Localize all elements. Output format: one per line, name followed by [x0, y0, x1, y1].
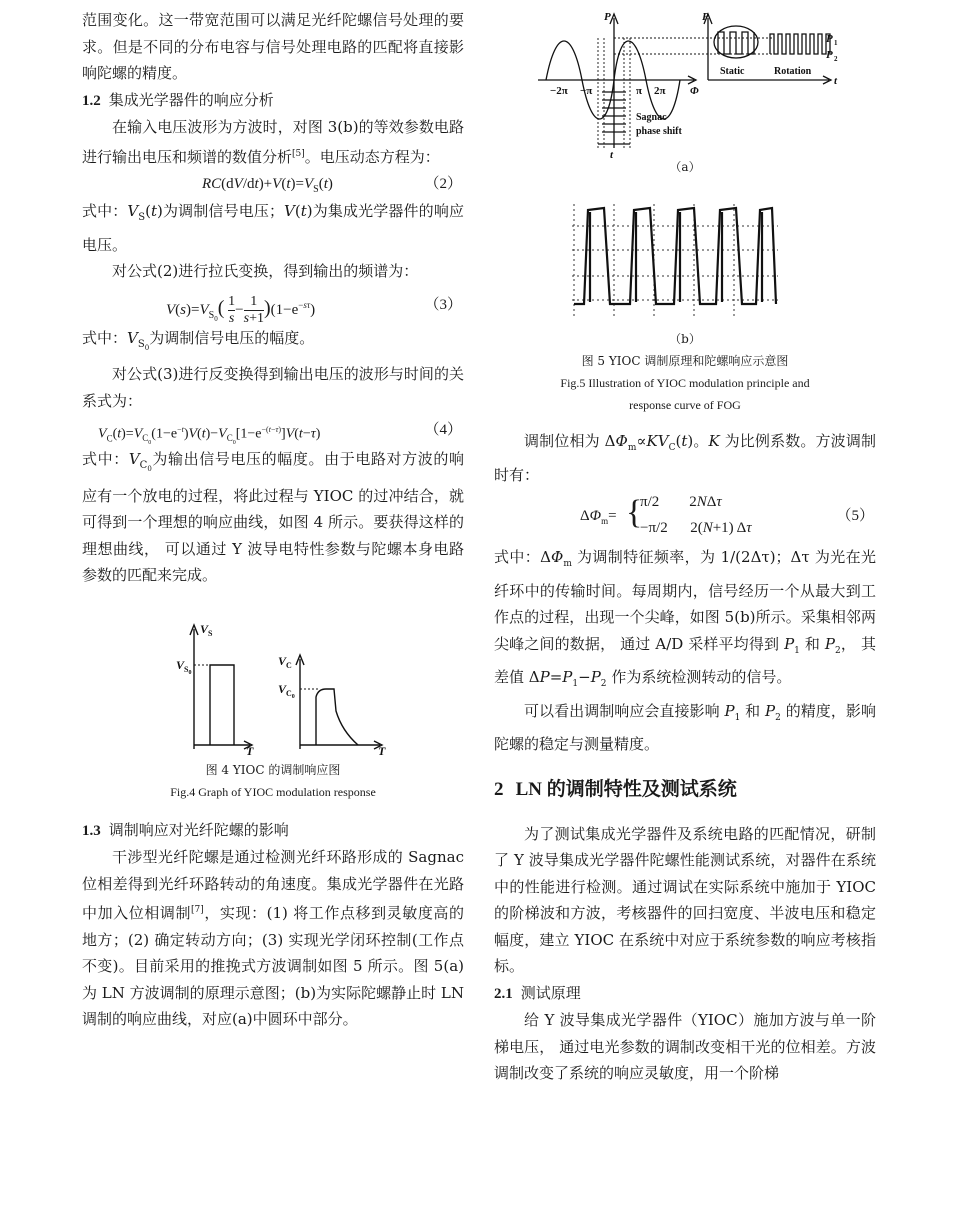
figure-4-caption-cn: 图 4 YIOC 的调制响应图 [205, 762, 341, 777]
svg-text:VS: $V_S$ [200, 621, 213, 638]
paragraph: 式中：$V_{S_0}$为调制信号电压的幅度。 [82, 328, 315, 352]
svg-text:2π: 2π [654, 85, 666, 97]
paragraph: 式中：$V_S(t)$为调制信号电压；V(t)为集成光学器件的响应电压。 [82, 202, 464, 254]
paragraph: 为了测试集成光学器件及系统电路的匹配情况，研制了 Y 波导集成光学器件陀螺性能测试系统，对器件在系统中的性能进行检测。通过调试在实际系统中施加于 YIOC 的阶梯波和方波，考核器件的回扫宽度、半波电压和稳定幅度，建立 YIOC 在系统中对应于系统参数的响应考核指标。 [494, 824, 876, 975]
section-heading-2: 2 LN 的调制特性及测试系统 [494, 778, 737, 800]
paragraph: 在输入电压波形为方波时，对图 3(b)的等效参数电路进行输出电压和频谱的数值分析[5]。电压动态方程为： [82, 118, 464, 166]
figure-4 [82, 607, 464, 757]
svg-text:π: π [636, 85, 643, 97]
figure-5a-label: （a） [669, 160, 701, 174]
svg-text:t: t [834, 75, 838, 87]
paragraph: 调制位相为 $\Delta\Phi_m\propto KV_C(t)$。K 为比例系数。方波调制时有： [494, 432, 876, 484]
equation-5: $\Delta\Phi_m=$ { π/2 2NΔτ −π/2 2(N+1) Δτ （5） [580, 494, 874, 536]
svg-text:Φ: Φ [690, 85, 699, 97]
paragraph: 式中：$V_{C_0}$为输出信号电压的幅度。由于电路对方波的响应有一个放电的过程，将此过程与 YIOC 的过冲结合，就可得到一个理想的响应曲线，如图 4 所示。要获得这样的理想曲线， 可以通过 Y 波导电特性参数与陀螺本身电路参数的匹配来完成。 [82, 450, 464, 584]
paragraph: 范围变化。这一带宽范围可以满足光纤陀螺信号处理的要求。但是不同的分布电容与信号处理电路的匹配将直接影响陀螺的精度。 [82, 11, 464, 82]
section-heading-1-3: 1.3 调制响应对光纤陀螺的影响 [82, 820, 289, 839]
svg-text:2: 2 [834, 55, 838, 63]
svg-text:Sagnac: Sagnac [636, 112, 667, 123]
figure-5a [494, 8, 876, 158]
svg-text:VS0: $V_S0$ [176, 657, 192, 676]
figure-4-caption-en: Fig.4 Graph of YIOC modulation response [170, 784, 376, 799]
equation-2: $RC(dV/dt)+V(t)=V_S(t)$ （2） [202, 176, 462, 195]
svg-text:P: P [826, 33, 833, 45]
right-column [494, 0, 876, 1087]
figure-5-caption-en: Fig.5 Illustration of YIOC modulation principle and response curve of FOG [560, 376, 810, 412]
svg-text:−π: −π [580, 85, 593, 97]
left-column [82, 0, 464, 1033]
svg-text:P: P [604, 11, 611, 23]
svg-text:T: T [246, 743, 254, 757]
svg-text:−2π: −2π [550, 85, 568, 97]
section-heading-2-1: 2.1 测试原理 [494, 983, 581, 1002]
paragraph: 干涉型光纤陀螺是通过检测光纤环路形成的 Sagnac 位相差得到光纤环路转动的角速度。集成光学器件在光路中加入位相调制[7]，实现：(1) 将工作点移到灵敏度高的地方；(2) 确定转动方向；(3) 实现光学闭环控制(工作点不变)。目前采用的推挽式方波调制如图 5 所示。图 5(a)为 LN 方波调制的原理示意图；(b)为实际陀螺静止时 LN 调制的响应曲线，对应(a)中圆环中部分。 [82, 848, 464, 1028]
paragraph: 式中：$\Delta\Phi_m$ 为调制特征频率，为 1/(2Δτ)；Δτ 为光在光纤环中的传输时间。每周期内，信号经历一个从最大到工作点的过程，出现一个尖峰，如图 5(b)所示。采集相邻两尖峰之间的数据， 通过 A/D 采样平均得到 $P_1$ 和 $P_2$， 其差值 $\Delta P=P_1-P_2$ 作为系统检测转动的信号。 [494, 548, 876, 689]
equation-3: $V(s)=V_{S_0}$( $\frac{1}{s}$ − $\frac{1}{s+1}$ )$(1-e^{-s\tau})$ （3） [166, 293, 462, 326]
figure-5b-label: （b） [669, 332, 701, 346]
svg-text:VC0: $V_C0$ [278, 681, 295, 700]
svg-text:Static: Static [720, 66, 745, 77]
section-heading-1-2: 1.2 集成光学器件的响应分析 [82, 90, 274, 109]
equation-4: $V_C(t)=V_{C_0}(1-e^{-t})V(t)-V_{C_0}[1-e^{-(t-\tau)}]V(t-\tau)$ （4） [98, 422, 462, 447]
svg-text:P: P [826, 49, 833, 61]
svg-text:t: t [610, 149, 614, 158]
svg-text:VC: $V_C$ [278, 653, 292, 670]
svg-text:Rotation: Rotation [774, 66, 812, 77]
svg-text:phase shift: phase shift [636, 126, 682, 137]
paragraph: 可以看出调制响应会直接影响 $P_1$ 和 $P_2$ 的精度，影响陀螺的稳定与测量精度。 [494, 701, 876, 753]
svg-text:1: 1 [834, 39, 838, 47]
figure-5b [494, 196, 876, 324]
paragraph: 给 Y 波导集成光学器件（YIOC）施加方波与单一阶梯电压， 通过电光参数的调制改变相干光的位相差。方波调制改变了系统的响应灵敏度，用一个阶梯 [494, 1011, 876, 1082]
svg-text:P: P [702, 11, 709, 23]
svg-text:T: T [378, 743, 386, 757]
paragraph: 对公式(3)进行反变换得到输出电压的波形与时间的关系式为： [82, 365, 464, 410]
paragraph: 对公式(2)进行拉氏变换，得到输出的频谱为： [112, 262, 419, 280]
figure-5-caption-cn: 图 5 YIOC 调制原理和陀螺响应示意图 [581, 354, 789, 368]
